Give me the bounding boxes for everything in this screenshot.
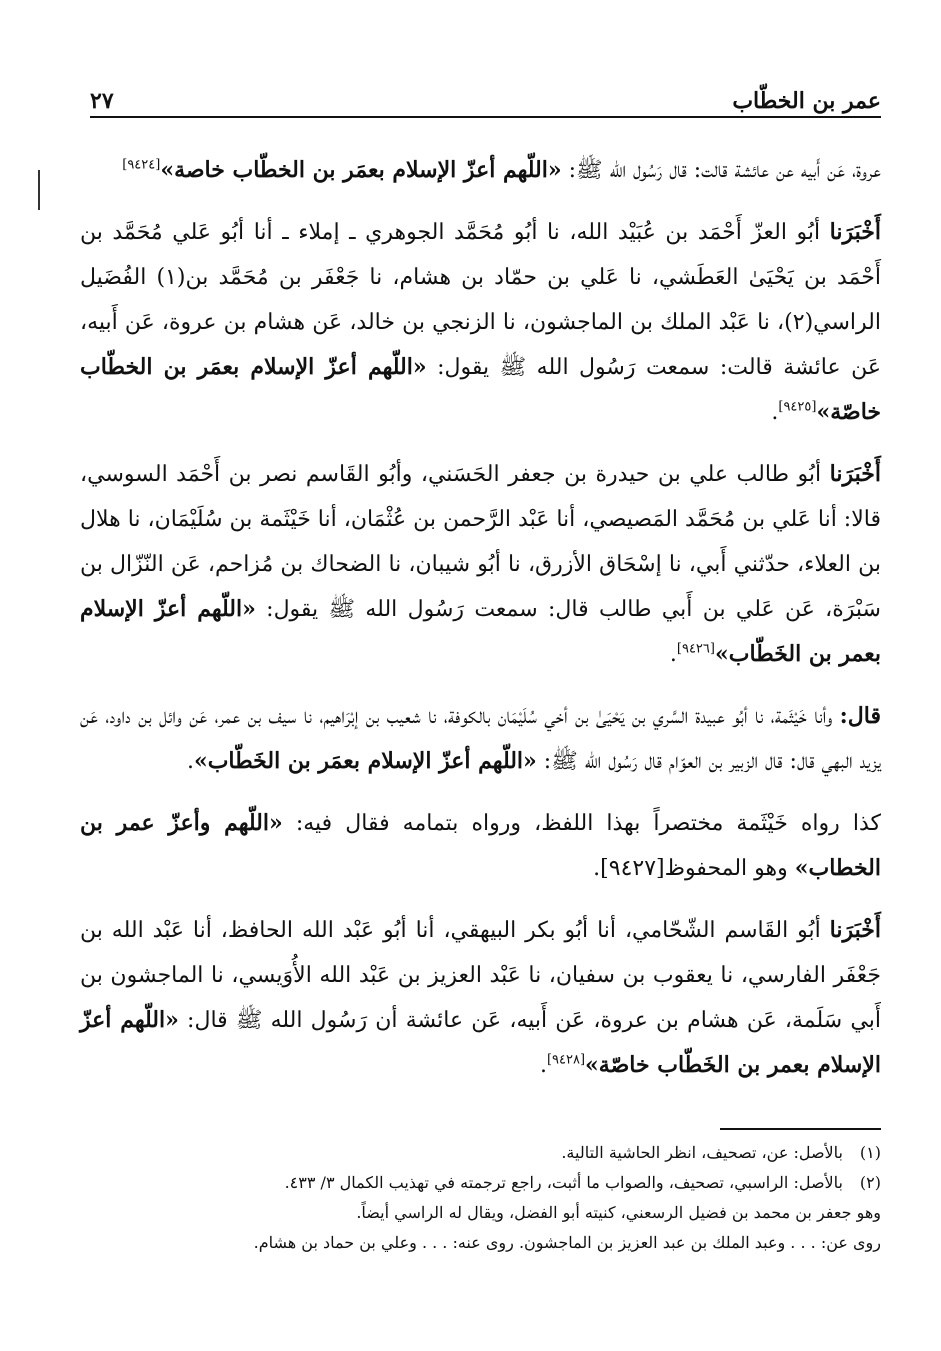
footnote-continuation: وهو جعفر بن محمد بن فضيل الرسعني، كنيته أبو الفضل، ويقال له الراسي أيضاً. bbox=[356, 1203, 881, 1222]
hadith-quote: «اللّهم أعزّ الإسلام بعمَر بن الخطّاب خاصة» bbox=[160, 157, 562, 183]
paragraph-tail: وهو المحفوظ[٩٤٢٧]. bbox=[593, 856, 795, 881]
reference-number: [٩٤٢٤] bbox=[122, 157, 161, 173]
footnote-text: بالأصل: الراسبي، تصحيف، والصواب ما أثبت، راجع ترجمته في تهذيب الكمال ٣/ ٤٣٣. bbox=[284, 1173, 843, 1192]
page-header bbox=[90, 86, 881, 118]
hadith-quote: «اللّهم أعزّ الإسلام بعمر بن الخَطّاب خاصّة» bbox=[80, 1007, 881, 1078]
reference-number: [٩٤٢٦] bbox=[676, 641, 715, 657]
footnote-number: (١) bbox=[859, 1143, 881, 1162]
paragraph bbox=[80, 694, 881, 784]
paragraph-tail: . bbox=[539, 1053, 547, 1078]
paragraph bbox=[80, 210, 881, 435]
footnote bbox=[80, 1168, 881, 1198]
footnote-divider bbox=[720, 1128, 881, 1130]
footnote-number: (٢) bbox=[859, 1173, 881, 1192]
paragraph-tail: . bbox=[669, 642, 677, 667]
paragraph bbox=[80, 452, 881, 677]
footnote-text: بالأصل: عن، تصحيف، انظر الحاشية التالية. bbox=[561, 1143, 843, 1162]
hadith-quote: «اللّهم أعزّ الإسلام بعمَر بن الخطّاب خاصّة» bbox=[80, 354, 881, 425]
paragraph-text: أبُو العزّ أَحْمَد بن عُبَيْد الله، نا أبُو مُحَمَّد الجوهري ـ إملاء ـ أنا أبُو عَلي مُحَمَّد بن أَحْمَد بن يَحْيَىٰ العَطَشي، نا عَلي بن حمّاد بن هشام، نا جَعْفَر بن مُحَمَّد بن(١) الفُضَيل الراسي(٢)، نا عَبْد الملك بن الماجشون، نا الزنجي بن خالد، عَن هشام بن عروة، عَن أَبيه، عَن عائشة قالت: سمعت رَسُول الله ﷺ يقول: bbox=[80, 220, 881, 380]
paragraph-tail: . bbox=[186, 749, 194, 774]
hadith-quote: «اللّهم أعزّ الإسلام بعمَر بن الخَطّاب» bbox=[193, 748, 537, 774]
paragraph-tail: . bbox=[771, 400, 779, 425]
footnote bbox=[80, 1138, 881, 1168]
hadith-quote: «اللّهم أعزّ الإسلام بعمر بن الخَطّاب» bbox=[80, 596, 881, 667]
page-number: ٢٧ bbox=[90, 88, 114, 114]
paragraph-lead: أَخْبَرَنا bbox=[829, 219, 881, 245]
running-title: عمر بن الخطّاب bbox=[732, 88, 881, 114]
margin-mark bbox=[38, 170, 40, 210]
paragraph-lead: قال: bbox=[839, 703, 881, 729]
paragraph-text: وأنا خَيْثَمة، نا أبُو عبيدة السَّري بن يَحْيَىٰ بن أخي سُلَيْمَان بالكوفة، نا شعيب بن إبْرَاهيم، نا سيف بن عمر، عَن وائل بن داود، عَن يزيد البهي قال: قال الزبير بن العوّام قال رَسُول الله ﷺ: bbox=[80, 704, 881, 774]
reference-number: [٩٤٢٥] bbox=[778, 399, 817, 415]
paragraph bbox=[80, 908, 881, 1088]
hadith-quote: «اللّهم وأعزّ عمر بن الخطاب» bbox=[80, 810, 881, 881]
paragraph-text: أبُو طالب علي بن حيدرة بن جعفر الحَسَني، وأبُو القَاسم نصر بن أَحْمَد السوسي، قالا: أنا عَلي بن مُحَمَّد المَصيصي، أنا عَبْد الرَّحمن بن عُثْمَان، أنا خَيْثَمة بن سُلَيْمَان، نا هلال بن العلاء، حدّثني أَبي، نا إسْحَاق الأزرق، نا أبُو شيبان، نا الضحاك بن مُزاحم، عَن النّزّال بن سَبْرَة، عَن عَلي بن أَبي طالب قال: سمعت رَسُول الله ﷺ يقول: bbox=[79, 462, 881, 622]
paragraph bbox=[80, 801, 881, 891]
footnotes bbox=[80, 1138, 881, 1258]
paragraph-lead: أَخْبَرَنا bbox=[829, 461, 881, 487]
footnote-continuation: روى عن: . . . وعبد الملك بن عبد العزيز بن الماجشون. روى عنه: . . . وعلي بن حماد بن هشام. bbox=[253, 1233, 881, 1252]
reference-number: [٩٤٢٨] bbox=[546, 1052, 586, 1068]
paragraph-lead: أَخْبَرَنا bbox=[829, 917, 881, 943]
paragraph-text: كذا رواه خَيْثَمة مختصراً بهذا اللفظ، ورواه بتمامه فقال فيه: bbox=[282, 811, 881, 836]
paragraph-text: أبُو القَاسم الشّحّامي، أنا أبُو بكر البيهقي، أنا أبُو عَبْد الله الحافظ، أنا عَبْد الله بن جَعْفَر الفارسي، نا يعقوب بن سفيان، نا عَبْد العزيز بن عَبْد الله الأُوَيسي، نا الماجشون بن أَبي سَلَمة، عَن هشام بن عروة، عَن أَبيه، عَن عائشة أن رَسُول الله ﷺ قال: bbox=[80, 918, 881, 1033]
paragraph bbox=[80, 148, 881, 193]
paragraph-text: عروة، عَن أَبيه عن عائشة قالت: قال رَسُول الله ﷺ: bbox=[561, 158, 881, 183]
main-text bbox=[80, 148, 881, 1105]
